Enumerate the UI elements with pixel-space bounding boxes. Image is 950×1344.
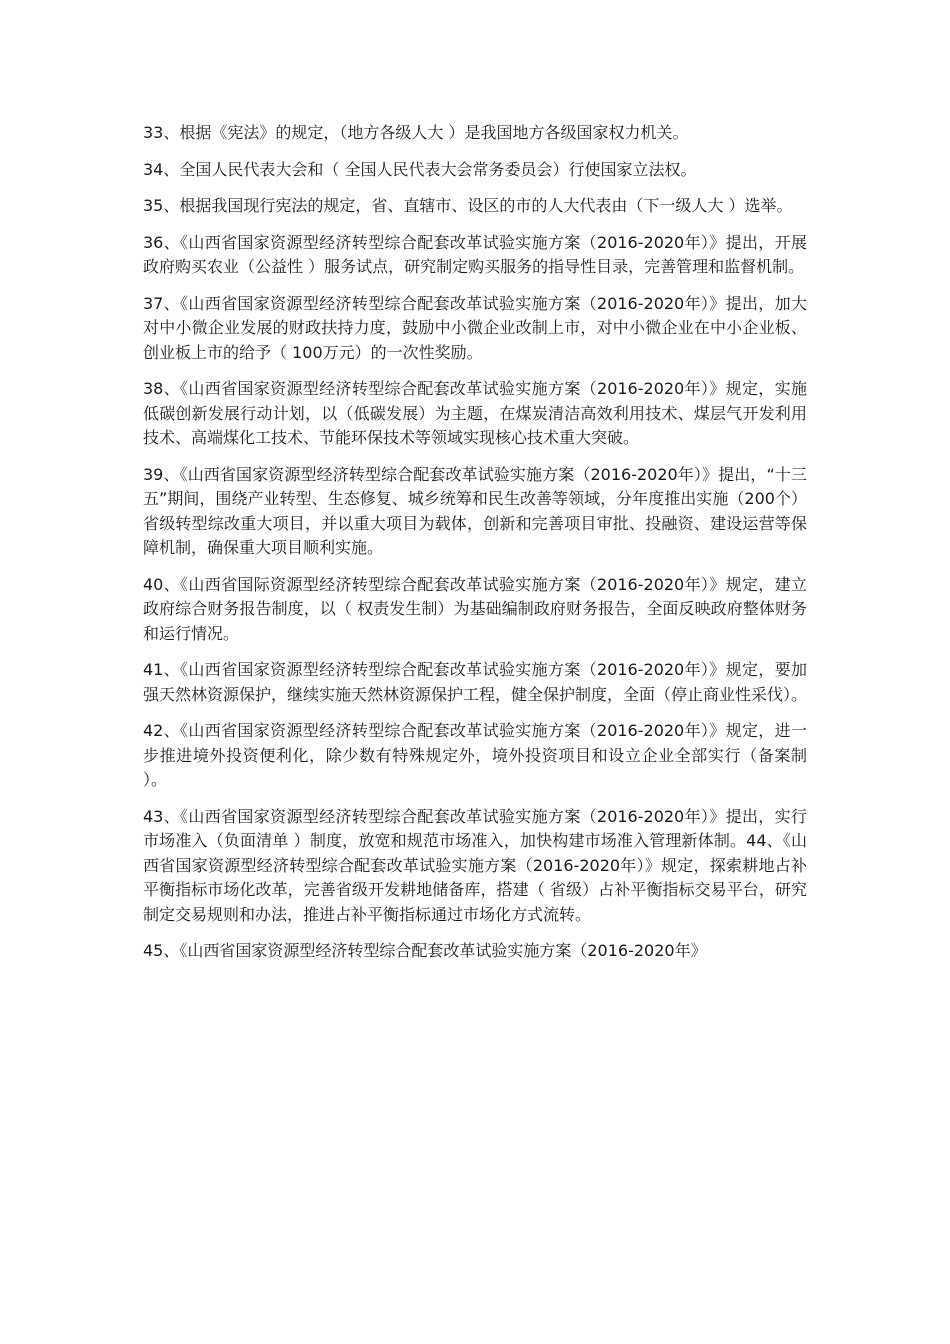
document-body <box>143 121 813 976</box>
question-37: 37、《山西省国家资源型经济转型综合配套改革试验实施方案（2016-2020年）》提出，加大对中小微企业发展的财政扶持力度，鼓励中小微企业改制上市，对中小微企业在中小企业板、创业板上市的给予（ 100万元）的一次性奖励。 <box>143 293 807 362</box>
question-34: 34、全国人民代表大会和（ 全国人民代表大会常务委员会）行使国家立法权。 <box>143 159 697 179</box>
question-39: 39、《山西省国家资源型经济转型综合配套改革试验实施方案（2016-2020年）》提出，“十三五”期间，围绕产业转型、生态修复、城乡统筹和民生改善等领域，分年度推出实施（200个）省级转型综改重大项目，并以重大项目为载体，创新和完善项目审批、投融资、建设运营等保障机制，确保重大项目顺利实施。 <box>143 464 807 557</box>
question-36: 36、《山西省国家资源型经济转型综合配套改革试验实施方案（2016-2020年）》提出，开展政府购买农业（公益性 ）服务试点，研究制定购买服务的指导性目录，完善管理和监督机制。 <box>143 232 807 276</box>
question-35: 35、根据我国现行宪法的规定，省、直辖市、设区的市的人大代表由（下一级人大 ）选举。 <box>143 196 793 215</box>
question-43-44: 43、《山西省国家资源型经济转型综合配套改革试验实施方案（2016-2020年）》提出，实行市场准入（负面清单 ）制度，放宽和规范市场准入，加快构建市场准入管理新体制。44、《山西省国家资源型经济转型综合配套改革试验实施方案（2016-2020年）》规定，探索耕地占补平衡指标市场化改革，完善省级开发耕地储备库，搭建（ 省级）占补平衡指标交易平台，研究制定交易规则和办法，推进占补平衡指标通过市场化方式流转。 <box>143 806 807 924</box>
question-41: 41、《山西省国家资源型经济转型综合配套改革试验实施方案（2016-2020年）》规定，要加强天然林资源保护，继续实施天然林资源保护工程，健全保护制度，全面（停止商业性采伐）。 <box>143 660 808 704</box>
question-38: 38、《山西省国家资源型经济转型综合配套改革试验实施方案（2016-2020年）》规定，实施低碳创新发展行动计划，以（低碳发展）为主题，在煤炭清洁高效利用技术、煤层气开发利用技术、高端煤化工技术、节能环保技术等领域实现核心技术重大突破。 <box>143 379 807 447</box>
question-40: 40、《山西省国际资源型经济转型综合配套改革试验实施方案（2016-2020年）》规定，建立政府综合财务报告制度，以（ 权责发生制）为基础编制政府财务报告，全面反映政府整体财务和运行情况。 <box>143 574 807 643</box>
question-42: 42、《山西省国家资源型经济转型综合配套改革试验实施方案（2016-2020年）》规定，进一步推进境外投资便利化，除少数有特殊规定外，境外投资项目和设立企业全部实行（备案制 ）。 <box>143 721 813 789</box>
question-45: 45、《山西省国家资源型经济转型综合配套改革试验实施方案（2016-2020年》 <box>143 941 707 960</box>
question-33: 33、根据《宪法》的规定，（地方各级人大 ）是我国地方各级国家权力机关。 <box>143 123 689 142</box>
